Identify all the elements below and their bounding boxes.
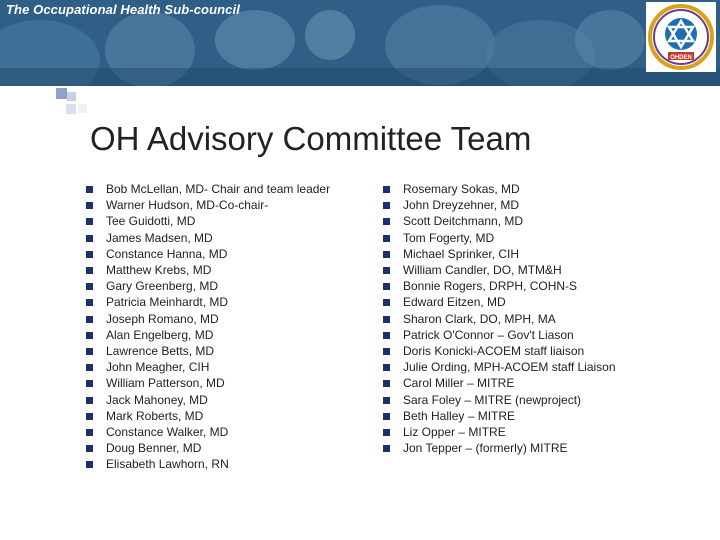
list-item: Doris Konicki-ACOEM staff liaison	[403, 343, 628, 359]
bullet-icon	[383, 251, 390, 258]
decorative-square	[67, 92, 76, 101]
bullet-icon	[383, 332, 390, 339]
list-item: Warner Hudson, MD-Co-chair-	[106, 197, 331, 213]
list-item: Patricia Meinhardt, MD	[106, 294, 331, 310]
bullet-icon	[86, 235, 93, 242]
bullet-icon	[383, 218, 390, 225]
list-item: John Dreyzehner, MD	[403, 197, 628, 213]
bullet-icon	[86, 202, 93, 209]
bullet-icon	[383, 283, 390, 290]
list-item: Patrick O'Connor – Gov't Liason	[403, 327, 628, 343]
bullet-icon	[383, 364, 390, 371]
team-list-right	[403, 181, 628, 456]
bullet-icon	[383, 186, 390, 193]
list-item: Jack Mahoney, MD	[106, 392, 331, 408]
bullet-icon	[383, 267, 390, 274]
svg-text:OHDEN: OHDEN	[670, 55, 692, 61]
bullet-icon	[383, 445, 390, 452]
bullet-icon	[86, 283, 93, 290]
slide-title: OH Advisory Committee Team	[90, 120, 532, 157]
bullet-icon	[86, 364, 93, 371]
list-item: Gary Greenberg, MD	[106, 278, 331, 294]
banner-title: The Occupational Health Sub-council	[6, 2, 240, 17]
list-item: Bob McLellan, MD- Chair and team leader	[106, 181, 331, 197]
bullet-icon	[86, 332, 93, 339]
ohden-logo	[646, 2, 716, 72]
bullet-icon	[383, 316, 390, 323]
bullet-icon	[383, 397, 390, 404]
bullet-icon	[86, 267, 93, 274]
list-item: Mark Roberts, MD	[106, 408, 331, 424]
bullet-icon	[86, 397, 93, 404]
decorative-square	[66, 104, 76, 114]
bullet-icon	[383, 413, 390, 420]
bullet-icon	[86, 316, 93, 323]
bullet-icon	[86, 299, 93, 306]
bullet-icon	[86, 186, 93, 193]
list-item: Constance Walker, MD	[106, 424, 331, 440]
bullet-icon	[383, 348, 390, 355]
list-item: Doug Benner, MD	[106, 440, 331, 456]
list-item: John Meagher, CIH	[106, 359, 331, 375]
list-item: Julie Ording, MPH-ACOEM staff Liaison	[403, 359, 628, 375]
list-item: Lawrence Betts, MD	[106, 343, 331, 359]
list-item: Tee Guidotti, MD	[106, 213, 331, 229]
list-item: Carol Miller – MITRE	[403, 375, 628, 391]
bullet-icon	[383, 429, 390, 436]
bullet-icon	[86, 251, 93, 258]
bullet-icon	[383, 235, 390, 242]
bullet-icon	[86, 445, 93, 452]
list-item: Alan Engelberg, MD	[106, 327, 331, 343]
bullet-icon	[86, 348, 93, 355]
bullet-icon	[383, 299, 390, 306]
list-item: Bonnie Rogers, DRPH, COHN-S	[403, 278, 628, 294]
bullet-icon	[86, 380, 93, 387]
list-item: Sharon Clark, DO, MPH, MA	[403, 311, 628, 327]
team-list-left	[106, 181, 331, 473]
bullet-icon	[383, 380, 390, 387]
list-item: Matthew Krebs, MD	[106, 262, 331, 278]
list-item: Liz Opper – MITRE	[403, 424, 628, 440]
list-item: Beth Halley – MITRE	[403, 408, 628, 424]
list-item: Constance Hanna, MD	[106, 246, 331, 262]
list-item: Joseph Romano, MD	[106, 311, 331, 327]
list-item: James Madsen, MD	[106, 230, 331, 246]
list-item: Tom Fogerty, MD	[403, 230, 628, 246]
list-item: Edward Eitzen, MD	[403, 294, 628, 310]
list-item: Michael Sprinker, CIH	[403, 246, 628, 262]
list-item: Jon Tepper – (formerly) MITRE	[403, 440, 628, 456]
list-item: Scott Deitchmann, MD	[403, 213, 628, 229]
decorative-square	[56, 88, 67, 99]
list-item: William Candler, DO, MTM&H	[403, 262, 628, 278]
list-item: Elisabeth Lawhorn, RN	[106, 456, 331, 472]
bullet-icon	[86, 218, 93, 225]
bullet-icon	[383, 202, 390, 209]
list-item: William Patterson, MD	[106, 375, 331, 391]
list-item: Rosemary Sokas, MD	[403, 181, 628, 197]
bullet-icon	[86, 413, 93, 420]
header-banner	[0, 0, 720, 86]
bullet-icon	[86, 461, 93, 468]
list-item: Sara Foley – MITRE (newproject)	[403, 392, 628, 408]
bullet-icon	[86, 429, 93, 436]
decorative-square	[78, 104, 87, 113]
